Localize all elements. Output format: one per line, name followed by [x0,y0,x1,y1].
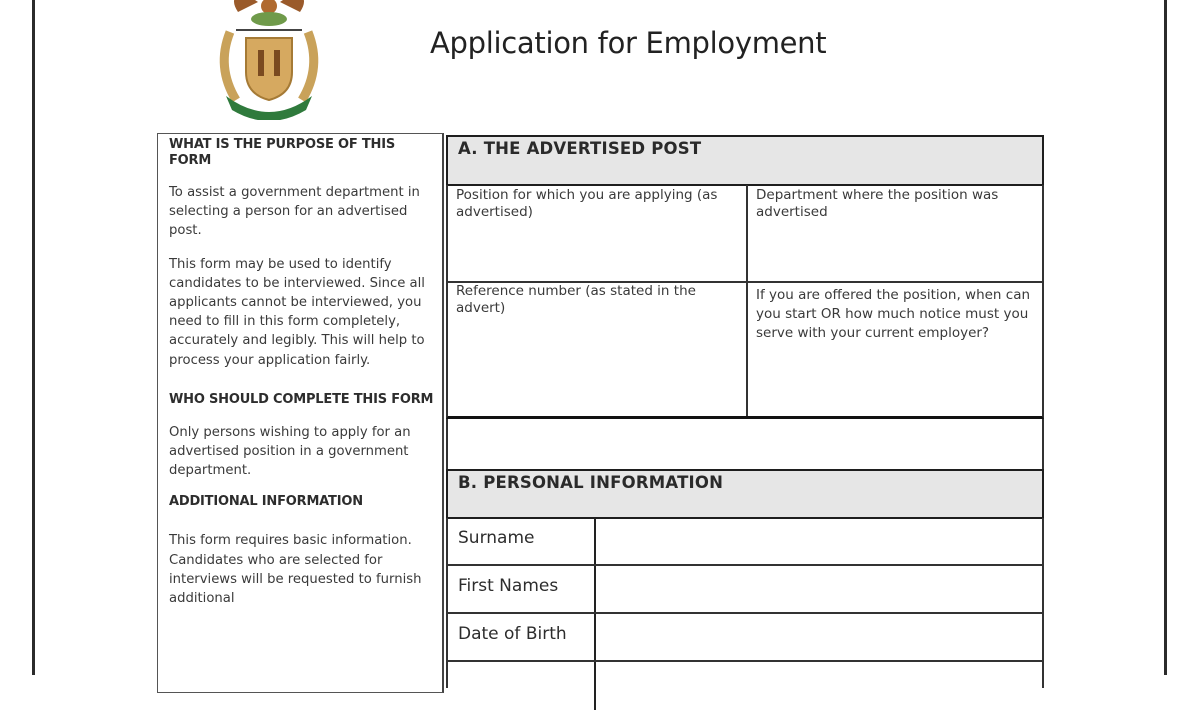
section-a-header: A. THE ADVERTISED POST [446,135,1044,186]
next-field-input[interactable] [596,662,1042,710]
page-border-left [32,0,35,675]
start-notice-label: If you are offered the position, when can you start OR how much notice must you serve with your current employer? [756,287,1031,341]
who-heading: WHO SHOULD COMPLETE THIS FORM [169,391,434,407]
page-border-right [1164,0,1167,675]
purpose-text-2: This form may be used to identify candidates to be interviewed. Since all applicants cannot be interviewed, you need to fill in this form completely, accurately and legibly. This will help to process your application fairly. [169,256,425,368]
first-names-input[interactable] [596,566,1042,612]
date-of-birth-input[interactable] [596,614,1042,660]
surname-label: Surname [448,518,596,564]
document-title: Application for Employment [430,26,827,60]
purpose-text-1: To assist a government department in selecting a person for an advertised post. [169,185,420,239]
additional-heading: ADDITIONAL INFORMATION [169,494,363,510]
surname-row [448,518,1042,566]
section-spacer-row [446,419,1044,470]
section-b-header: B. PERSONAL INFORMATION [446,469,1044,519]
coat-of-arms-icon [208,0,330,120]
who-text: Only persons wishing to apply for an advertised position in a government department. [169,424,411,479]
department-label: Department where the position was advertised [756,187,999,220]
department-field[interactable] [748,185,1042,283]
section-a-grid [446,185,1044,419]
position-field[interactable] [448,185,748,283]
reference-number-field[interactable] [448,283,748,416]
position-label: Position for which you are applying (as advertised) [456,187,718,220]
next-field-label [448,662,596,710]
reference-number-label: Reference number (as stated in the advert) [456,283,696,316]
surname-input[interactable] [596,518,1042,564]
date-of-birth-label: Date of Birth [448,614,596,660]
next-field-row [448,662,1042,710]
additional-text: This form requires basic information. Candidates who are selected for interviews will be requested to furnish additional [169,533,422,607]
section-b-grid [446,518,1044,688]
info-column [157,133,444,693]
start-notice-field[interactable] [748,283,1042,416]
first-names-row [448,566,1042,614]
date-of-birth-row [448,614,1042,662]
purpose-heading: WHAT IS THE PURPOSE OF THIS FORM [169,137,395,168]
first-names-label: First Names [448,566,596,612]
